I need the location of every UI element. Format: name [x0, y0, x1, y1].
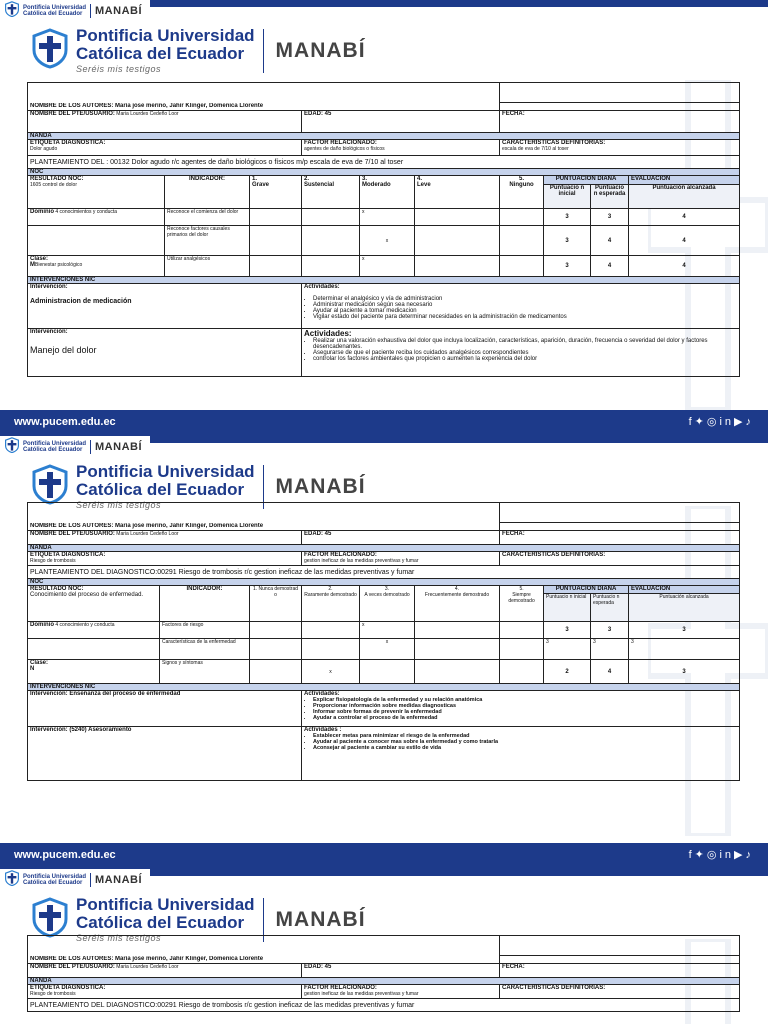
social-icons — [689, 415, 754, 428]
small-logo: Pontificia Universidad Católica del Ecuador MANABÍ — [4, 1, 142, 21]
university-crest-icon — [4, 437, 20, 458]
facebook-icon[interactable]: f — [688, 849, 695, 861]
activities-list-1: • Determinar el analgésico y vía de administracion • Administrar medicación según sea necesario • Ayudar al paciente a tomar medicacion • Vigilar estado del paciente para determinar necesidades en la administración de medicamentos — [304, 296, 737, 320]
activities-list-3: • Explicar fisiopatología de la enfermedad y su relación anatómica • Proporcionar información sobre medidas diagnosticas • Informar sobre formas de prevenir la enfermedad • Ayudar a controlar el proceso de la enfermedad — [304, 697, 737, 721]
diagnosis-statement: PLANTEAMIENTO DEL DIAGNOSTICO:00291 Riesgo de trombosis r/c gestion ineficaz de las medidas preventivas y fumar — [28, 566, 740, 579]
care-plan-table-1: NOMBRE DE LOS AUTORES: Maria jose merino, Jahir Klinger, Domenica Llorente NOMBRE DEL PTE/USUARIO: Maria Lourdes Cedeño Loor EDAD: 45 FECHA: NANDA ETIQUETA DIAGNOSTICA: Dolor agudo FACTOR RELACIONADO: agentes de daño biológicos o físicos CARACTERISTICAS DEFINITORIAS: escala de eva de 7/10 al toser PLANTEAMIENTO DEL : 00132 Dolor agudo r/c agentes de daño biológicos o físicos m/p escala de eva de 7/10 al toser NOC RESULTADO NOC: 1605 control de dolor INDICADOR: 1. Grave 2. Sustencial 3. Moderado 4. Leve 5. Ninguno PUNTUACION DIANA EVALUACION Puntuacio n inicial Puntuacio n esperada Puntuación alcanzada Dominio 4 conocimientos y conducta Reconoce el comienza del dolor x 3 3 4 Reconoce factores causales primarios del dolor x 3 4 4 Clase: MBienestar psicológico Utilizar analgésicos x 3 4 4 INTERVENCIONES NIC Intervención: Administracion de medicación Actividades: • Determinar el analgésico y vía de administracion • Administrar medicación según sea necesario • Ayudar al paciente a tomar medicacion • Vigilar estado del paciente para determinar necesidades en la administración de medicamentos Intervención: Manejo del dolor Actividades: • Realizar una valoración exhaustiva del dolor que incluya localización, características, aparición, duración, frecuencia o severidad del dolor y factores desencadenantes. • Asegurarse de que el paciente reciba los cuidados analgésicos correspondientes • controlar los factores ambientales que propicien o aumenten la experiencia del dolor — [27, 82, 740, 377]
twitter-icon[interactable]: ✦ — [694, 416, 707, 428]
youtube-icon[interactable]: ▶ — [734, 849, 746, 861]
linkedin-icon[interactable]: in — [719, 416, 735, 428]
care-plan-table-3: NOMBRE DE LOS AUTORES: Maria jose merino, Jahir Klinger, Domenica Llorente NOMBRE DEL PTE/USUARIO: Maria Lourdes Cedeño Loor EDAD: 45 FECHA: NANDA ETIQUETA DIAGNOSTICA: Riesgo de trombosis FACTOR RELACIONADO: gestion ineficaz de las medidas preventivas y fumar CARACTERISTICAS DEFINITORIAS: PLANTEAMIENTO DEL DIAGNOSTICO:00291 Riesgo de trombosis r/c gestion ineficaz de las medidas preventivas y fumar — [27, 935, 740, 1012]
diagnosis-statement: PLANTEAMIENTO DEL : 00132 Dolor agudo r/c agentes de daño biológicos o físicos m/p escala de eva de 7/10 al toser — [28, 156, 740, 169]
twitter-icon[interactable]: ✦ — [694, 849, 707, 861]
instagram-icon[interactable]: ◎ — [706, 849, 720, 861]
tiktok-icon[interactable]: ♪ — [745, 416, 754, 428]
linkedin-icon[interactable]: in — [719, 849, 735, 861]
university-crest-icon — [30, 26, 70, 75]
tiktok-icon[interactable]: ♪ — [745, 849, 754, 861]
care-plan-table-2: NOMBRE DE LOS AUTORES: Maria jose merino, Jahir Klinger, Domenica Llorente NOMBRE DEL PTE/USUARIO: Maria Lourdes Cedeño Loor EDAD: 45 FECHA: NANDA ETIQUETA DIAGNOSTICA: Riesgo de trombosis FACTOR RELACIONADO: gestion ineficaz de las medidas preventivas y fumar CARACTERISTICAS DEFINITORIAS: PLANTEAMIENTO DEL DIAGNOSTICO:00291 Riesgo de trombosis r/c gestion ineficaz de las medidas preventivas y fumar NOC RESULTADO NOC: Conocimiento del proceso de enfermedad. INDICADOR: 1. Nunca demostrad o 2. Raramente demostrado 3. A veces demostrado 4. Frecuentemente demostrado 5. Siempre demostrado PUNTUACION DIANA EVALUACION Puntuacio n inicial Puntuacio n esperada Puntuación alcanzada Dominio 4 conocimiento y conducta Factores de riesgo x 3 3 3 Características de la enfermedad x 3 3 3 Clase: N Signos y síntomas x 2 4 3 INTERVENCIONES NIC Intervención: Enseñanza del proceso de enfermedad Actividades: • Explicar fisiopatología de la enfermedad y su relación anatómica • Proporcionar información sobre medidas diagnosticas • Informar sobre formas de prevenir la enfermedad • Ayudar a controlar el proceso de la enfermedad Intervención: (5240) Asesoramiento Actividades : • Establecer metas para minimizar el riesgo de la enfermedad • Ayudar al paciente a conocer mas sobre la enfermedad y como tratarla • Aconsejar al paciente a cambiar su estilo de vida — [27, 502, 740, 781]
instagram-icon[interactable]: ◎ — [706, 416, 720, 428]
page-3 — [0, 869, 768, 1024]
website-link[interactable]: www.pucem.edu.ec — [14, 849, 116, 861]
university-logo: Pontificia Universidad Católica del Ecuador Seréis mis testigos MANABÍ — [30, 462, 366, 511]
authors: NOMBRE DE LOS AUTORES: Maria jose merino, Jahir Klinger, Domenica Llorente — [28, 956, 500, 964]
university-logo: Pontificia Universidad Católica del Ecuador Seréis mis testigos MANABÍ — [30, 895, 366, 944]
page-2 — [0, 436, 768, 836]
authors: NOMBRE DE LOS AUTORES: Maria jose merino, Jahir Klinger, Domenica Llorente — [28, 523, 500, 531]
youtube-icon[interactable]: ▶ — [734, 416, 746, 428]
university-crest-icon — [4, 1, 20, 22]
university-logo: Pontificia Universidad Católica del Ecuador Seréis mis testigos MANABÍ — [30, 26, 366, 75]
university-crest-icon — [4, 870, 20, 891]
authors: NOMBRE DE LOS AUTORES: Maria jose merino, Jahir Klinger, Domenica Llorente — [28, 103, 500, 111]
activities-list-2: • Realizar una valoración exhaustiva del dolor que incluya localización, características, aparición, duración, frecuencia o severidad del dolor y factores desencadenantes. • Asegurarse de que el paciente reciba los cuidados analgésicos correspondientes • controlar los factores ambientales que propicien o aumenten la experiencia del dolor — [304, 338, 737, 362]
small-logo: Pontificia Universidad Católica del Ecuador MANABÍ — [4, 870, 142, 890]
diagnosis-statement: PLANTEAMIENTO DEL DIAGNOSTICO:00291 Riesgo de trombosis r/c gestion ineficaz de las medidas preventivas y fumar — [28, 999, 740, 1012]
activities-list-4: • Establecer metas para minimizar el riesgo de la enfermedad • Ayudar al paciente a conocer mas sobre la enfermedad y como tratarla • Aconsejar al paciente a cambiar su estilo de vida — [304, 733, 737, 751]
footer-bar-1 — [0, 410, 768, 436]
facebook-icon[interactable]: f — [688, 416, 695, 428]
page-1 — [0, 0, 768, 410]
website-link[interactable]: www.pucem.edu.ec — [14, 416, 116, 428]
social-icons — [689, 848, 754, 861]
footer-bar-2 — [0, 843, 768, 869]
small-logo: Pontificia Universidad Católica del Ecuador MANABÍ — [4, 437, 142, 457]
